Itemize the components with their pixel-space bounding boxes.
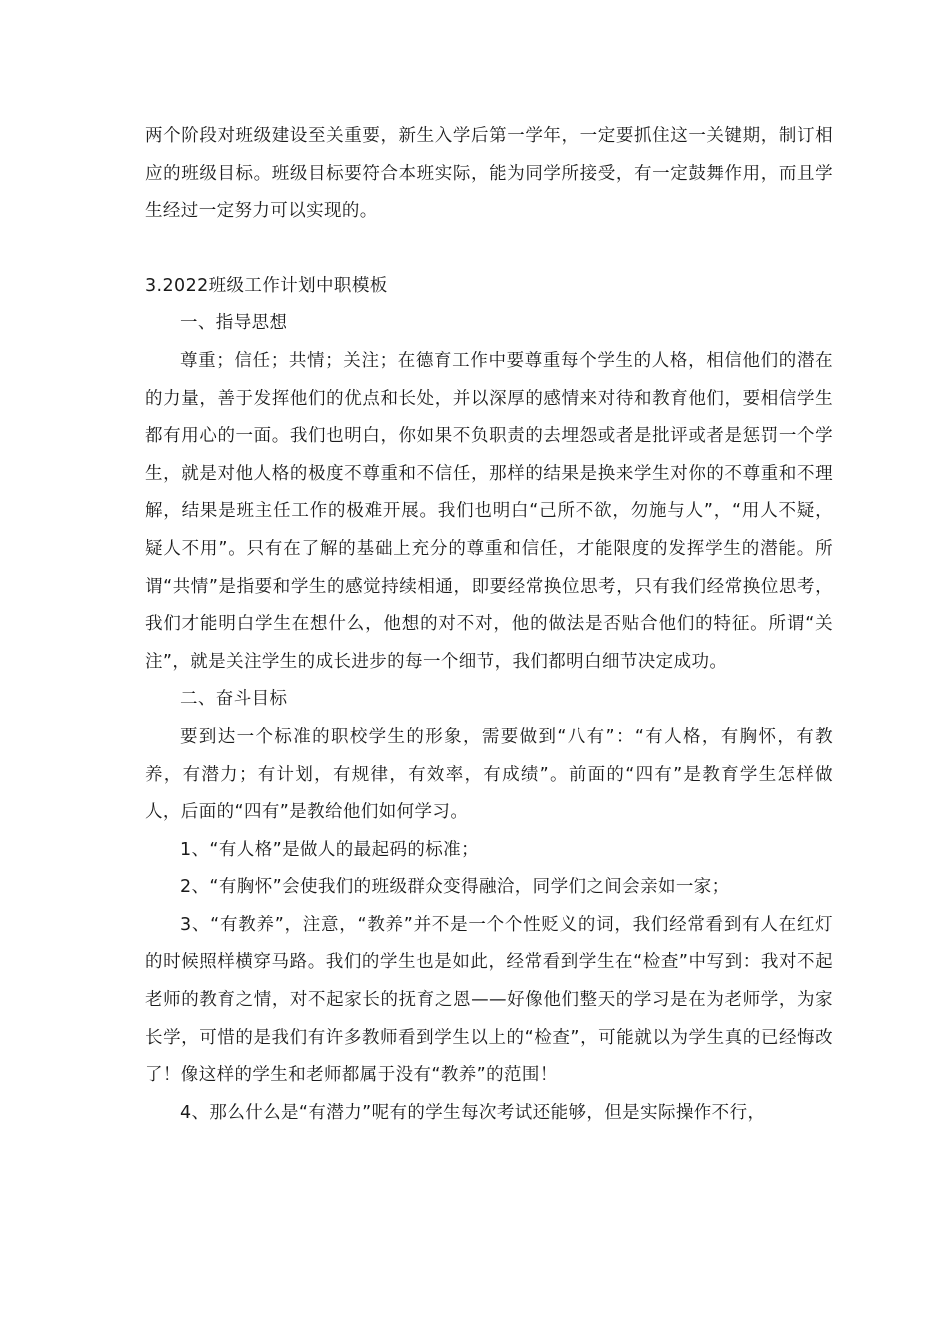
paragraph-goals: 要到达一个标准的职校学生的形象，需要做到“八有”：“有人格，有胸怀，有教养，有潜力；有计划，有规律，有效率，有成绩”。前面的“四有”是教育学生怎样做人，后面的“四有”是教给他们如何学习。 (145, 726, 833, 823)
list-item-1: 1、“有人格”是做人的最起码的标准； (180, 839, 479, 860)
heading-guiding-ideology: 一、指导思想 (180, 313, 288, 334)
list-item-4: 4、那么什么是“有潜力”呢有的学生每次考试还能够，但是实际操作不行， (180, 1102, 766, 1123)
list-item-2: 2、“有胸怀”会使我们的班级群众变得融洽，同学们之间会亲如一家； (180, 877, 730, 898)
list-item-3: 3、“有教养”，注意，“教养”并不是一个个性贬义的词，我们经常看到有人在红灯的时候照样横穿马路。我们的学生也是如此，经常看到学生在“检查”中写到：我对不起老师的教育之情，对不起家长的抚育之恩——好像他们整天的学习是在为老师学，为家长学，可惜的是我们有许多教师看到学生以上的“检查”，可能就以为学生真的已经悔改了！像这样的学生和老师都属于没有“教养”的范围！ (145, 914, 833, 1086)
intro-paragraph: 两个阶段对班级建设至关重要，新生入学后第一学年，一定要抓住这一关键期，制订相应的班级目标。班级目标要符合本班实际，能为同学所接受，有一定鼓舞作用，而且学生经过一定努力可以实现的。 (145, 126, 833, 222)
document-body (145, 118, 833, 1132)
heading-goals: 二、奋斗目标 (180, 689, 288, 710)
paragraph-guiding-ideology: 尊重；信任；共情；关注；在德育工作中要尊重每个学生的人格，相信他们的潜在的力量，善于发挥他们的优点和长处，并以深厚的感情来对待和教育他们，要相信学生都有用心的一面。我们也明白，你如果不负职责的去埋怨或者是批评或者是惩罚一个学生，就是对他人格的极度不尊重和不信任，那样的结果是换来学生对你的不尊重和不理解，结果是班主任工作的极难开展。我们也明白“己所不欲，勿施与人”，“用人不疑，疑人不用”。只有在了解的基础上充分的尊重和信任，才能限度的发挥学生的潜能。所谓“共情”是指要和学生的感觉持续相通，即要经常换位思考，只有我们经常换位思考，我们才能明白学生在想什么，他想的对不对，他的做法是否贴合他们的特征。所谓“关注”，就是关注学生的成长进步的每一个细节，我们都明白细节决定成功。 (145, 350, 833, 672)
paragraph-gap (145, 231, 833, 268)
section-title: 3.2022班级工作计划中职模板 (145, 275, 388, 296)
